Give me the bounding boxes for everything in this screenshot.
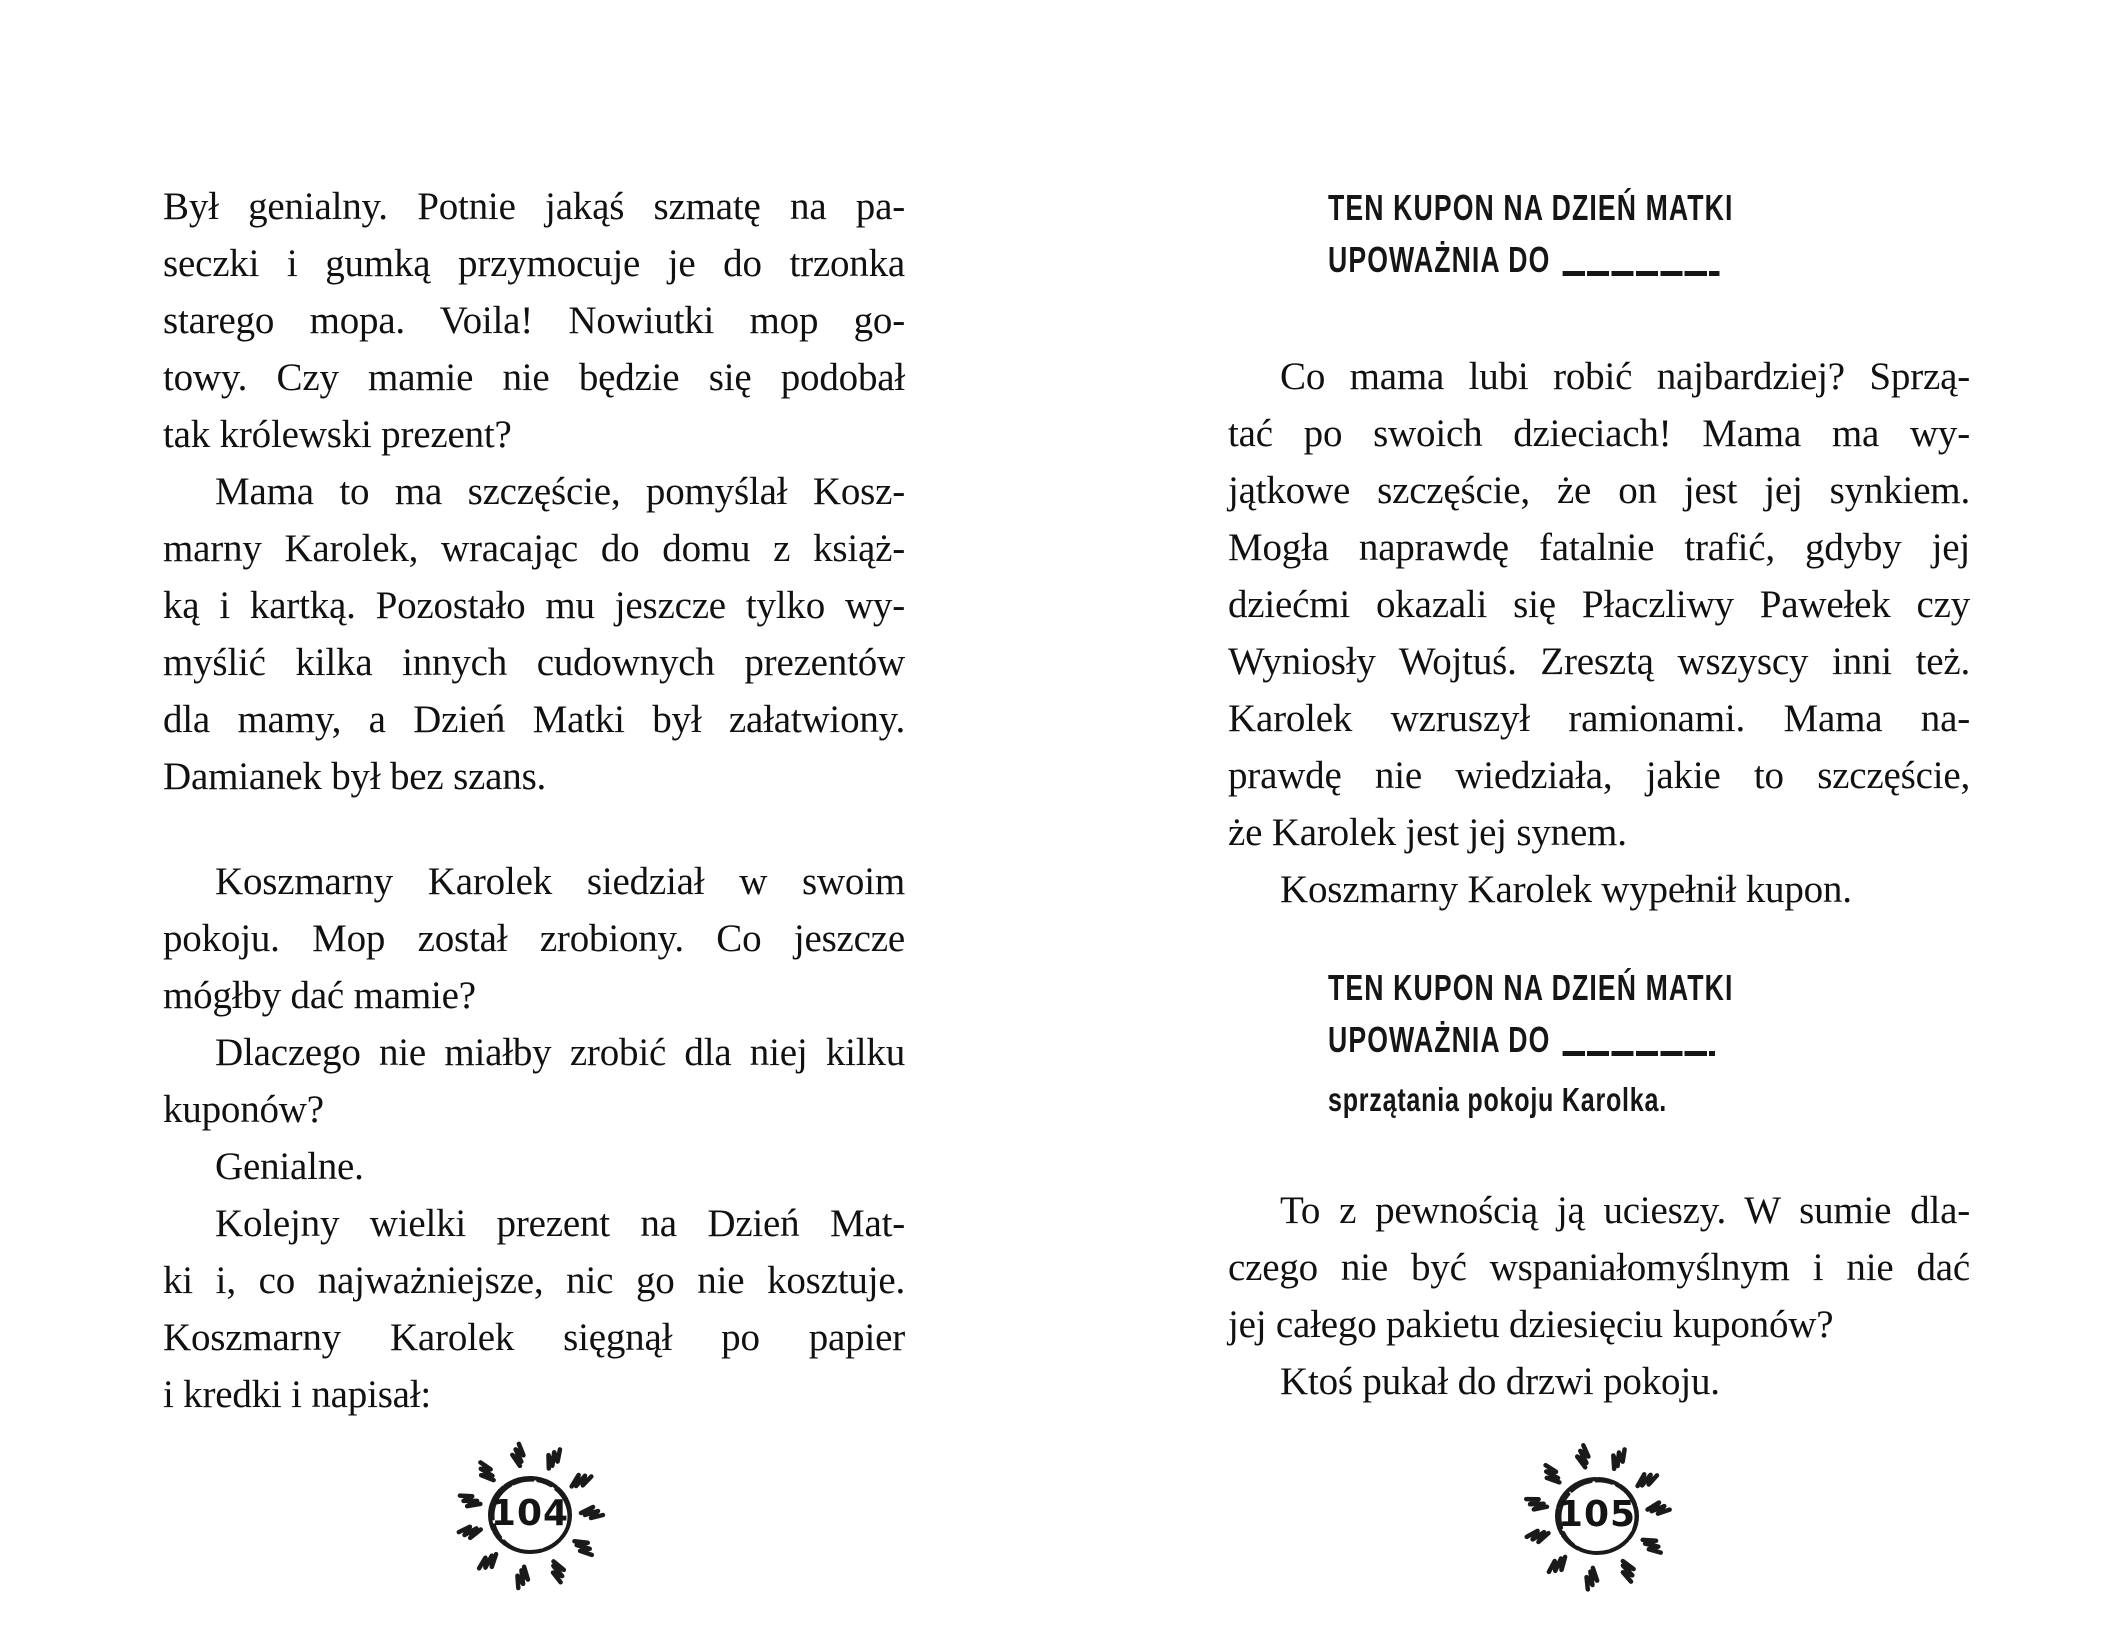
coupon-filled-answer: sprzątania pokoju Karolka.	[1328, 1081, 1667, 1118]
text-line: Karolek wzruszył ramionami. Mama na-	[1228, 697, 1970, 740]
text-line: pokoju. Mop został zrobiony. Co jeszcze	[163, 917, 905, 960]
text-line: myślić kilka innych cudownych prezentów	[163, 641, 905, 684]
coupon-blank-top	[1228, 182, 1970, 286]
text-line: kuponów?	[163, 1088, 324, 1131]
text-line: i kredki i napisał:	[163, 1373, 432, 1416]
text-line: seczki i gumką przymocuje je do trzonka	[163, 242, 905, 285]
text-line: Dlaczego nie miałby zrobić dla niej kilku	[215, 1031, 905, 1074]
coupon-authorizes-text: UPOWAŻNIA DO	[1328, 1019, 1551, 1060]
text-line: prawdę nie wiedziała, jakie to szczęście,	[1228, 754, 1970, 797]
text-line: Mogła naprawdę fatalnie trafić, gdyby jej	[1228, 526, 1970, 569]
text-line: Był genialny. Potnie jakąś szmatę na pa-	[163, 185, 905, 228]
text-line: Genialne.	[215, 1145, 364, 1188]
text-line: Ktoś pukał do drzwi pokoju.	[1280, 1360, 1720, 1403]
text-line: jątkowe szczęście, że on jest jej synkiem.	[1228, 469, 1970, 512]
text-line: tak królewski prezent?	[163, 413, 512, 456]
text-line: dziećmi okazali się Płaczliwy Pawełek czy	[1228, 583, 1970, 626]
coupon-filled	[1228, 962, 1970, 1126]
text-line: marny Karolek, wracając do domu z książ-	[163, 527, 905, 570]
text-line: czego nie być wspaniałomyślnym i nie dać	[1228, 1246, 1970, 1289]
page-number-ornament-right	[1502, 1432, 1692, 1602]
text-line: starego mopa. Voila! Nowiutki mop go-	[163, 299, 905, 342]
text-line: ką i kartką. Pozostało mu jeszcze tylko wy-	[163, 584, 905, 627]
page-number-ornament-left	[435, 1431, 625, 1601]
paragraph-gap	[163, 805, 905, 853]
text-line: tać po swoich dzieciach! Mama ma wy-	[1228, 412, 1970, 455]
text-line: dla mamy, a Dzień Matki był załatwiony.	[163, 698, 905, 741]
page-number: 104	[490, 1493, 570, 1534]
text-line: Co mama lubi robić najbardziej? Sprzą-	[1280, 355, 1970, 398]
text-line: Mama to ma szczęście, pomyślał Kosz-	[215, 470, 905, 513]
text-line: ki i, co najważniejsze, nic go nie kosztuje.	[163, 1259, 905, 1302]
coupon-authorizes-line	[1328, 234, 1803, 286]
text-line: Koszmarny Karolek siedział w swoim	[215, 860, 905, 903]
page-number: 105	[1557, 1494, 1637, 1535]
coupon-title: TEN KUPON NA DZIEŃ MATKI	[1328, 967, 1734, 1008]
text-line: jej całego pakietu dziesięciu kuponów?	[1228, 1303, 1834, 1346]
text-line: mógłby dać mamie?	[163, 974, 476, 1017]
text-line: że Karolek jest jej synem.	[1228, 811, 1627, 854]
text-line: Kolejny wielki prezent na Dzień Mat-	[215, 1202, 905, 1245]
right-text-column-2	[1228, 1182, 1970, 1410]
text-line: Koszmarny Karolek sięgnął po papier	[163, 1316, 905, 1359]
text-line: towy. Czy mamie nie będzie się podobał	[163, 356, 905, 399]
text-line: Wyniosły Wojtuś. Zresztą wszyscy inni też.	[1228, 640, 1970, 683]
coupon-title: TEN KUPON NA DZIEŃ MATKI	[1328, 187, 1734, 228]
coupon-authorizes-text: UPOWAŻNIA DO	[1328, 239, 1551, 280]
right-text-column-1	[1228, 348, 1970, 918]
text-line: To z pewnością ją ucieszy. W sumie dla-	[1280, 1189, 1970, 1232]
coupon-blank-line	[1562, 271, 1719, 276]
text-line: Damianek był bez szans.	[163, 755, 547, 798]
coupon-authorizes-line	[1328, 1014, 1803, 1066]
left-text-column	[163, 178, 905, 1423]
coupon-blank-line	[1562, 1051, 1714, 1056]
text-line: Koszmarny Karolek wypełnił kupon.	[1280, 868, 1852, 911]
